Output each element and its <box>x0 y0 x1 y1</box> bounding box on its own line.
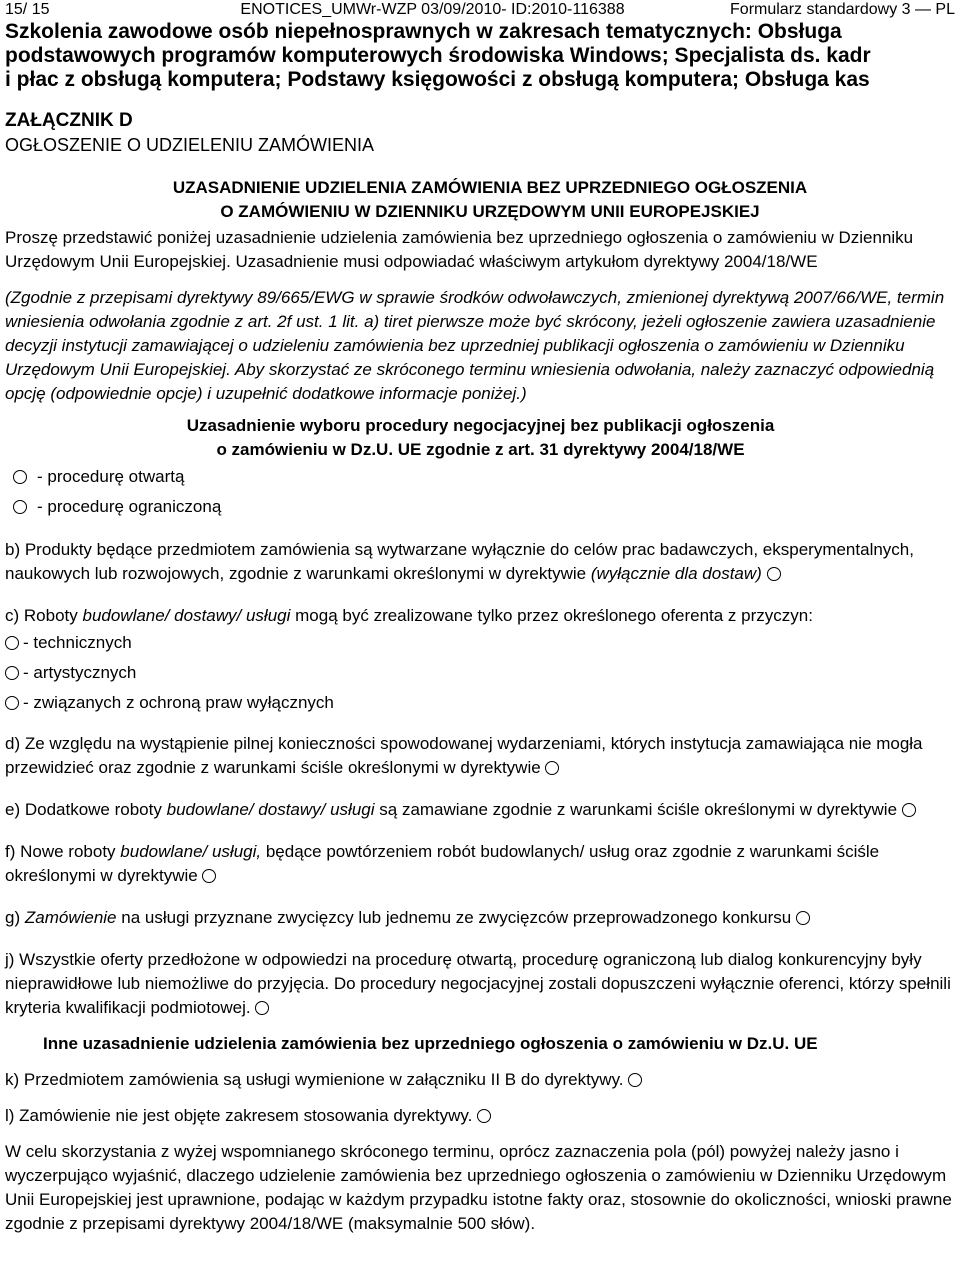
radio-item-g[interactable] <box>796 911 810 925</box>
option-restricted-procedure[interactable] <box>13 492 221 522</box>
item-e-prefix: e) Dodatkowe roboty <box>5 800 162 819</box>
document-page <box>5 0 955 1236</box>
document-id: ENOTICES_UMWr-WZP 03/09/2010- ID:2010-116388 <box>240 1 625 18</box>
option-open-procedure[interactable] <box>13 462 221 492</box>
item-j <box>5 948 955 1020</box>
item-e-suffix: są zamawiane zgodnie z warunkami ściśle określonymi w dyrektywie <box>379 800 898 819</box>
radio-open-procedure[interactable] <box>13 470 27 484</box>
option-restricted-label: - procedurę ograniczoną <box>37 497 222 516</box>
item-c-option-artistic[interactable] <box>5 658 955 688</box>
item-e-italic: budowlane/ dostawy/ usługi <box>166 800 375 819</box>
radio-artistic[interactable] <box>5 666 19 680</box>
page-header <box>5 0 955 20</box>
item-d-text: d) Ze względu na wystąpienie pilnej konieczności spowodowanej wydarzeniami, których instytucja zamawiająca nie mogła przewidzieć oraz zgodnie z warunkami ściśle określonymi w dyrektywie <box>5 734 923 777</box>
item-c-italic: budowlane/ dostawy/ usługi <box>82 606 291 625</box>
radio-item-f[interactable] <box>202 869 216 883</box>
justification-heading-line-2: O ZAMÓWIENIU W DZIENNIKU URZĘDOWYM UNII EUROPEJSKIEJ <box>220 202 760 221</box>
form-type: Formularz standardowy 3 — PL <box>730 1 955 18</box>
closing-paragraph: W celu skorzystania z wyżej wspomnianego skróconego terminu, oprócz zaznaczenia pola (pól) powyżej należy jasno i wyczerpująco wyjaśnić, dlaczego udzielenie zamówienia bez uprzedniego ogłoszenia o zamówieniu w Dzienniku Urzędowym Unii Europejskiej jest uprawnione, podając w każdym przypadku istotne fakty oraz, stosownie do okoliczności, wnioski prawne zgodnie z przepisami dyrektywy 2004/18/WE (maksymalnie 500 słów). <box>5 1142 952 1233</box>
item-e <box>5 798 955 822</box>
item-d <box>5 732 955 780</box>
option-exclusive-rights-label: - związanych z ochroną praw wyłącznych <box>23 693 334 712</box>
item-f-prefix: f) Nowe roboty <box>5 842 116 861</box>
annex-subtitle: OGŁOSZENIE O UDZIELENIU ZAMÓWIENIA <box>5 135 375 155</box>
procedure-heading-line-1: Uzasadnienie wyboru procedury negocjacyjnej bez publikacji ogłoszenia <box>186 416 775 435</box>
document-title <box>5 20 955 92</box>
radio-item-e[interactable] <box>902 803 916 817</box>
intro-note: (Zgodnie z przepisami dyrektywy 89/665/EWG w sprawie środków odwoławczych, zmienionej dyrektywą 2007/66/WE, termin wniesienia odwołania zgodnie z art. 2f ust. 1 lit. a) tiret pierwsze może być skrócony, jeżeli ogłoszenie zawiera uzasadnienie decyzji instytucji zamawiającej o udzieleniu zamówienia bez uprzedniej publikacji ogłoszenia o zamówieniu w Dzienniku Urzędowym Unii Europejskiej. Aby skorzystać ze skróconego terminu wniesienia odwołania, należy zaznaczyć odpowiednią opcję (odpowiednie opcje) i uzupełnić dodatkowe informacje poniżej.) <box>5 288 945 403</box>
item-f-suffix: będące powtórzeniem robót budowlanych/ usług oraz zgodnie z warunkami ściśle określonymi w dyrektywie <box>5 842 880 885</box>
item-f <box>5 840 955 888</box>
radio-item-l[interactable] <box>477 1109 491 1123</box>
item-g-italic: Zamówienie <box>24 908 117 927</box>
radio-restricted-procedure[interactable] <box>13 500 27 514</box>
item-b-italic: (wyłącznie dla dostaw) <box>590 564 762 583</box>
item-l-text: l) Zamówienie nie jest objęte zakresem stosowania dyrektywy. <box>5 1106 473 1125</box>
item-j-text: j) Wszystkie oferty przedłożone w odpowiedzi na procedurę otwartą, procedurę ograniczoną lub dialog konkurencyjny były nieprawidłowe lub niemożliwe do przyjęcia. Do procedury negocjacyjnej zostali dopuszczeni wyłącznie oferenci, którzy spełnili kryteria kwalifikacji podmiotowej. <box>5 950 951 1017</box>
page-number: 15/ 15 <box>5 1 50 18</box>
item-c-option-technical[interactable] <box>5 628 955 658</box>
radio-item-j[interactable] <box>255 1001 269 1015</box>
procedure-section <box>5 414 955 526</box>
option-open-label: - procedurę otwartą <box>37 467 185 486</box>
annex-label: ZAŁĄCZNIK D <box>5 110 133 131</box>
option-artistic-label: - artystycznych <box>23 663 137 682</box>
intro-text: Proszę przedstawić poniżej uzasadnienie udzielenia zamówienia bez uprzedniego ogłoszenia o zamówieniu w Dzienniku Urzędowym Unii Europejskiej. Uzasadnienie musi odpowiadać właściwym artykułom dyrektywy 2004/18/WE <box>5 228 914 271</box>
other-justification-heading: Inne uzasadnienie udzielenia zamówienia bez uprzedniego ogłoszenia o zamówieniu w Dz.U. UE <box>43 1034 818 1053</box>
item-c-suffix: mogą być zrealizowane tylko przez określonego oferenta z przyczyn: <box>295 606 813 625</box>
procedure-heading <box>148 414 813 462</box>
item-g-prefix: g) <box>5 908 21 927</box>
radio-item-d[interactable] <box>545 761 559 775</box>
item-c-prefix: c) Roboty <box>5 606 78 625</box>
procedure-options <box>13 462 221 522</box>
item-b-text: b) Produkty będące przedmiotem zamówienia są wytwarzane wyłącznie do celów prac badawczych, eksperymentalnych, naukowych lub rozwojowych, zgodnie z warunkami określonymi w dyrektywie <box>5 540 914 583</box>
title-line-2: podstawowych programów komputerowych środowiska Windows; Specjalista ds. kadr <box>5 44 871 67</box>
justification-heading-line-1: UZASADNIENIE UDZIELENIA ZAMÓWIENIA BEZ UPRZEDNIEGO OGŁOSZENIA <box>172 178 808 197</box>
item-c-option-exclusive-rights[interactable] <box>5 688 955 718</box>
item-k <box>5 1068 955 1092</box>
title-line-3: i płac z obsługą komputera; Podstawy księgowości z obsługą komputera; Obsługa kas <box>5 68 870 91</box>
title-line-1: Szkolenia zawodowe osób niepełnosprawnych w zakresach tematycznych: Obsługa <box>5 20 842 43</box>
item-g <box>5 906 955 930</box>
item-b <box>5 538 955 586</box>
item-k-text: k) Przedmiotem zamówienia są usługi wymienione w załączniku II B do dyrektywy. <box>5 1070 624 1089</box>
procedure-heading-line-2: o zamówieniu w Dz.U. UE zgodnie z art. 31 dyrektywy 2004/18/WE <box>216 440 745 459</box>
justification-heading <box>5 176 955 224</box>
radio-exclusive-rights[interactable] <box>5 696 19 710</box>
radio-technical[interactable] <box>5 636 19 650</box>
item-c <box>5 604 955 628</box>
item-l <box>5 1104 955 1128</box>
item-g-suffix: na usługi przyznane zwycięzcy lub jednemu ze zwycięzców przeprowadzonego konkursu <box>121 908 792 927</box>
radio-item-b[interactable] <box>767 567 781 581</box>
option-technical-label: - technicznych <box>23 633 132 652</box>
item-f-italic: budowlane/ usługi, <box>120 842 262 861</box>
radio-item-k[interactable] <box>628 1073 642 1087</box>
